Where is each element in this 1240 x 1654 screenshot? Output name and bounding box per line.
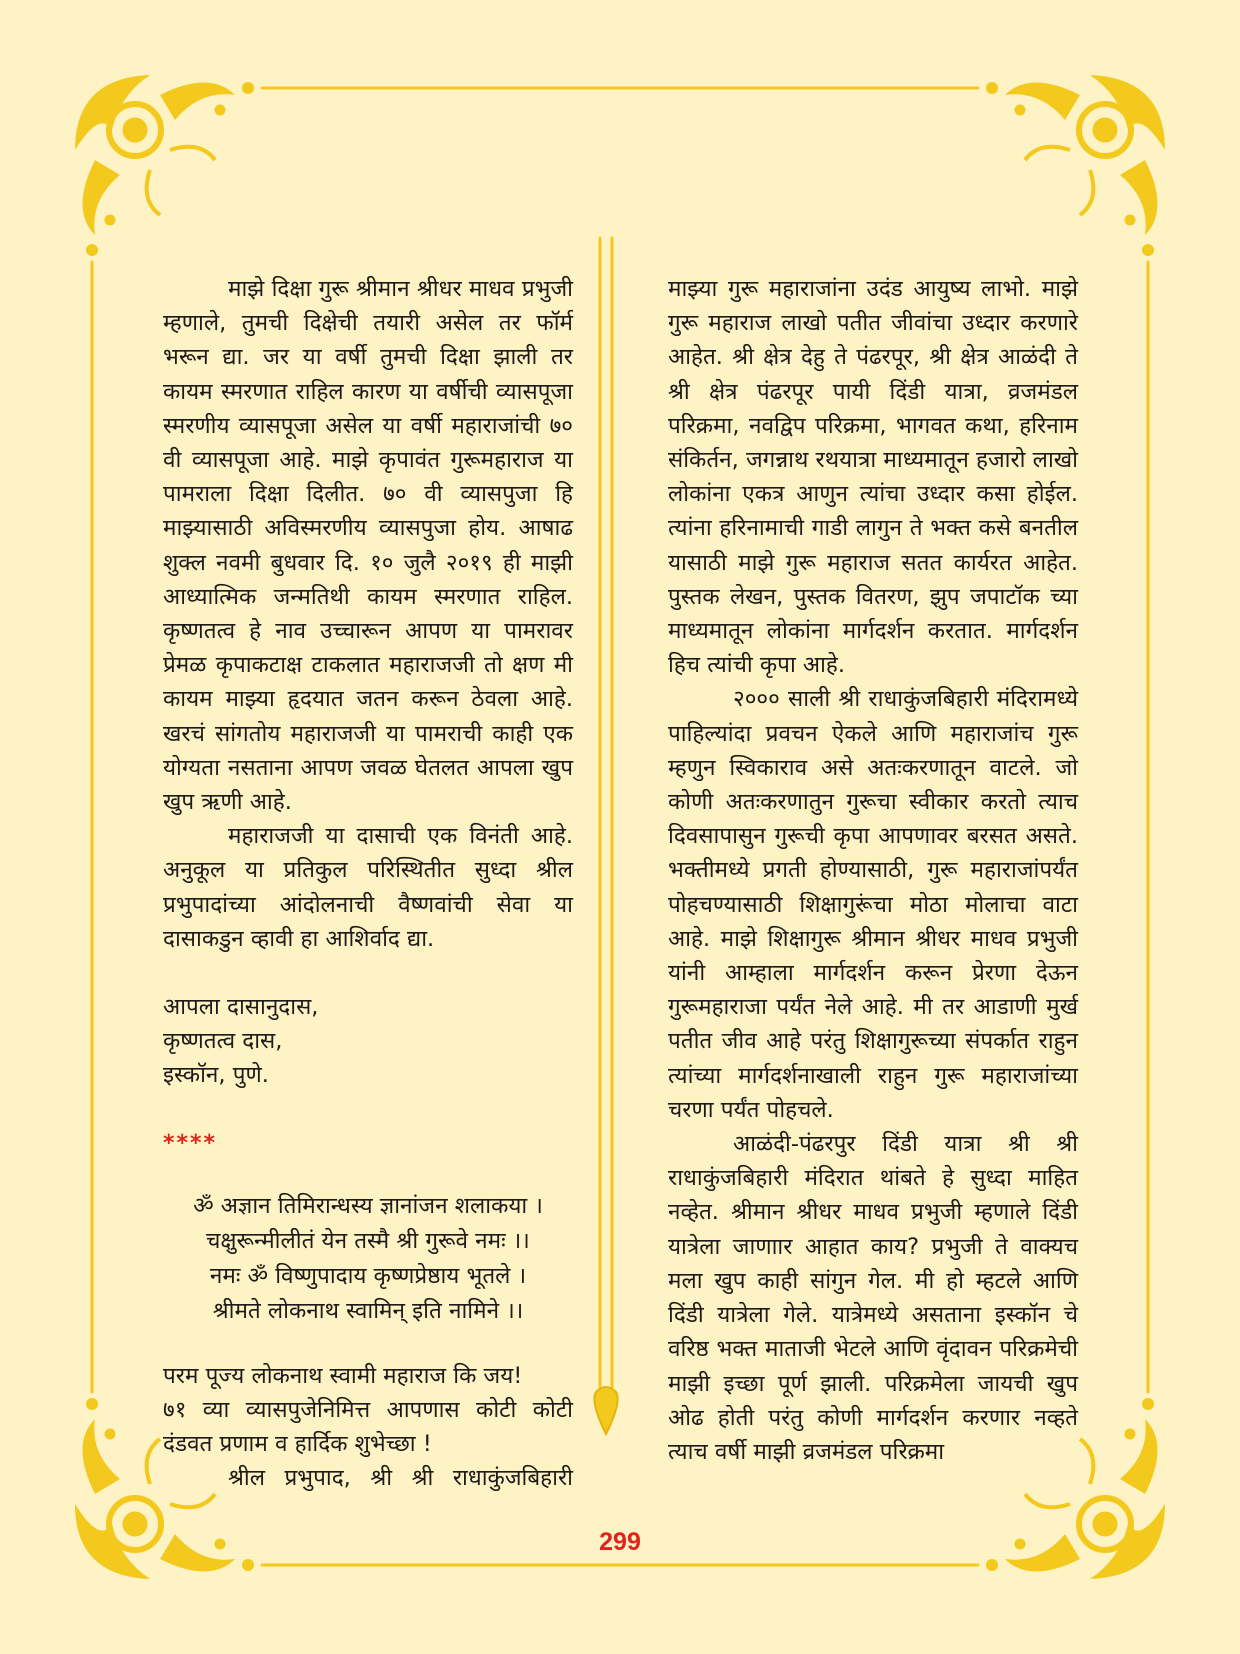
verse-line-2: चक्षुरून्मीलीतं येन तस्मै श्री गुरूवे नमः ।।	[206, 1227, 530, 1254]
closing-line-2: ७१ व्या व्यासपुजेनिमित्त आपणास कोटी कोटी दंडवत प्रणाम व हार्दिक शुभेच्छा !	[163, 1397, 573, 1458]
left-paragraph-2: महाराजजी या दासाची एक विनंती आहे. अनुकूल या प्रतिकुल परिस्थितीत सुध्दा श्रील प्रभुपादांच्या आंदोलनाची वैष्णवांची सेवा या दासाकडुन व्हावी हा आशिर्वाद द्या.	[163, 823, 573, 952]
verse-line-1: ॐ अज्ञान तिमिरान्धस्य ज्ञानांजन शलाकया ।	[193, 1192, 543, 1219]
right-paragraph-1: माझ्या गुरू महाराजांना उदंड आयुष्य लाभो. माझे गुरू महाराज लाखो पतीत जीवांचा उध्दार करणारे आहेत. श्री क्षेत्र देहु ते पंढरपूर, श्री क्षेत्र आळंदी ते श्री क्षेत्र पंढरपूर पायी दिंडी यात्रा, व्रजमंडल परिक्रमा, नवद्विप परिक्रमा, भागवत कथा, हरिनाम संकिर्तन, जगन्नाथ रथयात्रा माध्यमातून हजारो लाखो लोकांना एकत्र आणुन त्यांचा उध्दार कसा होईल. त्यांना हरिनामाची गाडी लागुन ते भक्त कसे बनतील यासाठी माझे गुरू महाराज सतत कार्यरत आहेत. पुस्तक लेखन, पुस्तक वितरण, झुप जपाटॉक च्या माध्यमातून लोकांना मार्गदर्शन करतात. मार्गदर्शन हिच त्यांची कृपा आहे.	[668, 276, 1078, 679]
verse-line-3: नमः ॐ विष्णुपादाय कृष्णप्रेष्ठाय भूतले ।	[209, 1262, 527, 1289]
right-paragraph-3: आळंदी-पंढरपुर दिंडी यात्रा श्री श्री राधाकुंजबिहारी मंदिरात थांबते हे सुध्दा माहित नव्हेत. श्रीमान श्रीधर माधव प्रभुजी म्हणाले दिंडी यात्रेला जाणाार आहात काय? प्रभुजी ते वाक्यच मला खुप काही सांगुन गेल. मी हो म्हटले आणि दिंडी यात्रेला गेले. यात्रेमध्ये असताना इस्कॉन चे वरिष्ठ भक्त माताजी भेटले आणि वृंदावन परिक्रमेची माझी इच्छा पूर्ण झाली. परिक्रमेला जायची खुप ओढ होती परंतु कोणी मार्गदर्शन करणार नव्हते त्याच वर्षी माझी व्रजमंडल परिक्रमा	[668, 1131, 1078, 1465]
signature-line-1: आपला दासानुदास,	[163, 994, 319, 1021]
sanskrit-verse	[163, 1189, 573, 1329]
left-paragraph-1: माझे दिक्षा गुरू श्रीमान श्रीधर माधव प्रभुजी म्हणाले, तुमची दिक्षेची तयारी असेल तर फॉर्म भरून द्या. जर या वर्षी तुमची दिक्षा झाली तर कायम स्मरणात राहिल कारण या वर्षीची व्यासपूजा स्मरणीय व्यासपूजा असेल या वर्षी महाराजांची ७० वी व्यासपूजा आहे. माझे कृपावंत गुरूमहाराज या पामराला दिक्षा दिलीत. ७० वी व्यासपुजा हि माझ्यासाठी अविस्मरणीय व्यासपुजा होय. आषाढ शुक्ल नवमी बुधवार दि. १० जुलै २०१९ ही माझी आध्यात्मिक जन्मतिथी कायम स्मरणात राहिल. कृष्णतत्व हे नाव उच्चारून आपण या पामरावर प्रेमळ कृपाकटाक्ष टाकलात महाराजजी तो क्षण मी कायम माझ्या हृदयात जतन करून ठेवला आहे. खरचं सांगतोय महाराजजी या पामराची काही एक योग्यता नसताना आपण जवळ घेतलत आपला खुप खुप ऋणी आहे.	[163, 276, 573, 816]
right-paragraph-2: २००० साली श्री राधाकुंजबिहारी मंदिरामध्ये पाहिल्यांदा प्रवचन ऐकले आणि महाराजांच गुरू म्हणुन स्विकाराव असे अतःकरणातून वाटले. जो कोणी अतःकरणातुन गुरूचा स्वीकार करतो त्याच दिवसापासुन गुरूची कृपा आपणावर बरसत असते. भक्तीमध्ये प्रगती होण्यासाठी, गुरू महाराजांपर्यंत पोहचण्यासाठी शिक्षागुरूंचा मोठा मोलाचा वाटा आहे. माझे शिक्षागुरू श्रीमान श्रीधर माधव प्रभुजी यांनी आम्हाला मार्गदर्शन करून प्रेरणा देऊन गुरूमहाराजा पर्यंत नेले आहे. मी तर आडाणी मुर्ख पतीत जीव आहे परंतु शिक्षागुरूच्या संपर्कात राहुन त्यांच्या मार्गदर्शनाखाली राहुन गुरू महाराजांच्या चरणा पर्यंत पोहचले.	[668, 686, 1078, 1123]
section-stars: ****	[163, 1130, 218, 1156]
corner-ornament-top-left	[75, 75, 235, 235]
verse-line-4: श्रीमते लोकनाथ स्वामिन् इति नामिने ।।	[212, 1297, 524, 1324]
closing-line-3: श्रील प्रभुपाद, श्री श्री राधाकुंजबिहारी	[228, 1465, 573, 1492]
left-column	[163, 272, 573, 1496]
closing-line-1: परम पूज्य लोकनाथ स्वामी महाराज कि जय!	[163, 1362, 523, 1389]
page-number: 299	[599, 1528, 641, 1556]
right-column	[668, 272, 1078, 1469]
signature-line-2: कृष्णतत्व दास,	[163, 1028, 283, 1055]
signature-line-3: इस्कॉन, पुणे.	[163, 1062, 269, 1089]
corner-ornament-top-right	[1005, 75, 1165, 235]
